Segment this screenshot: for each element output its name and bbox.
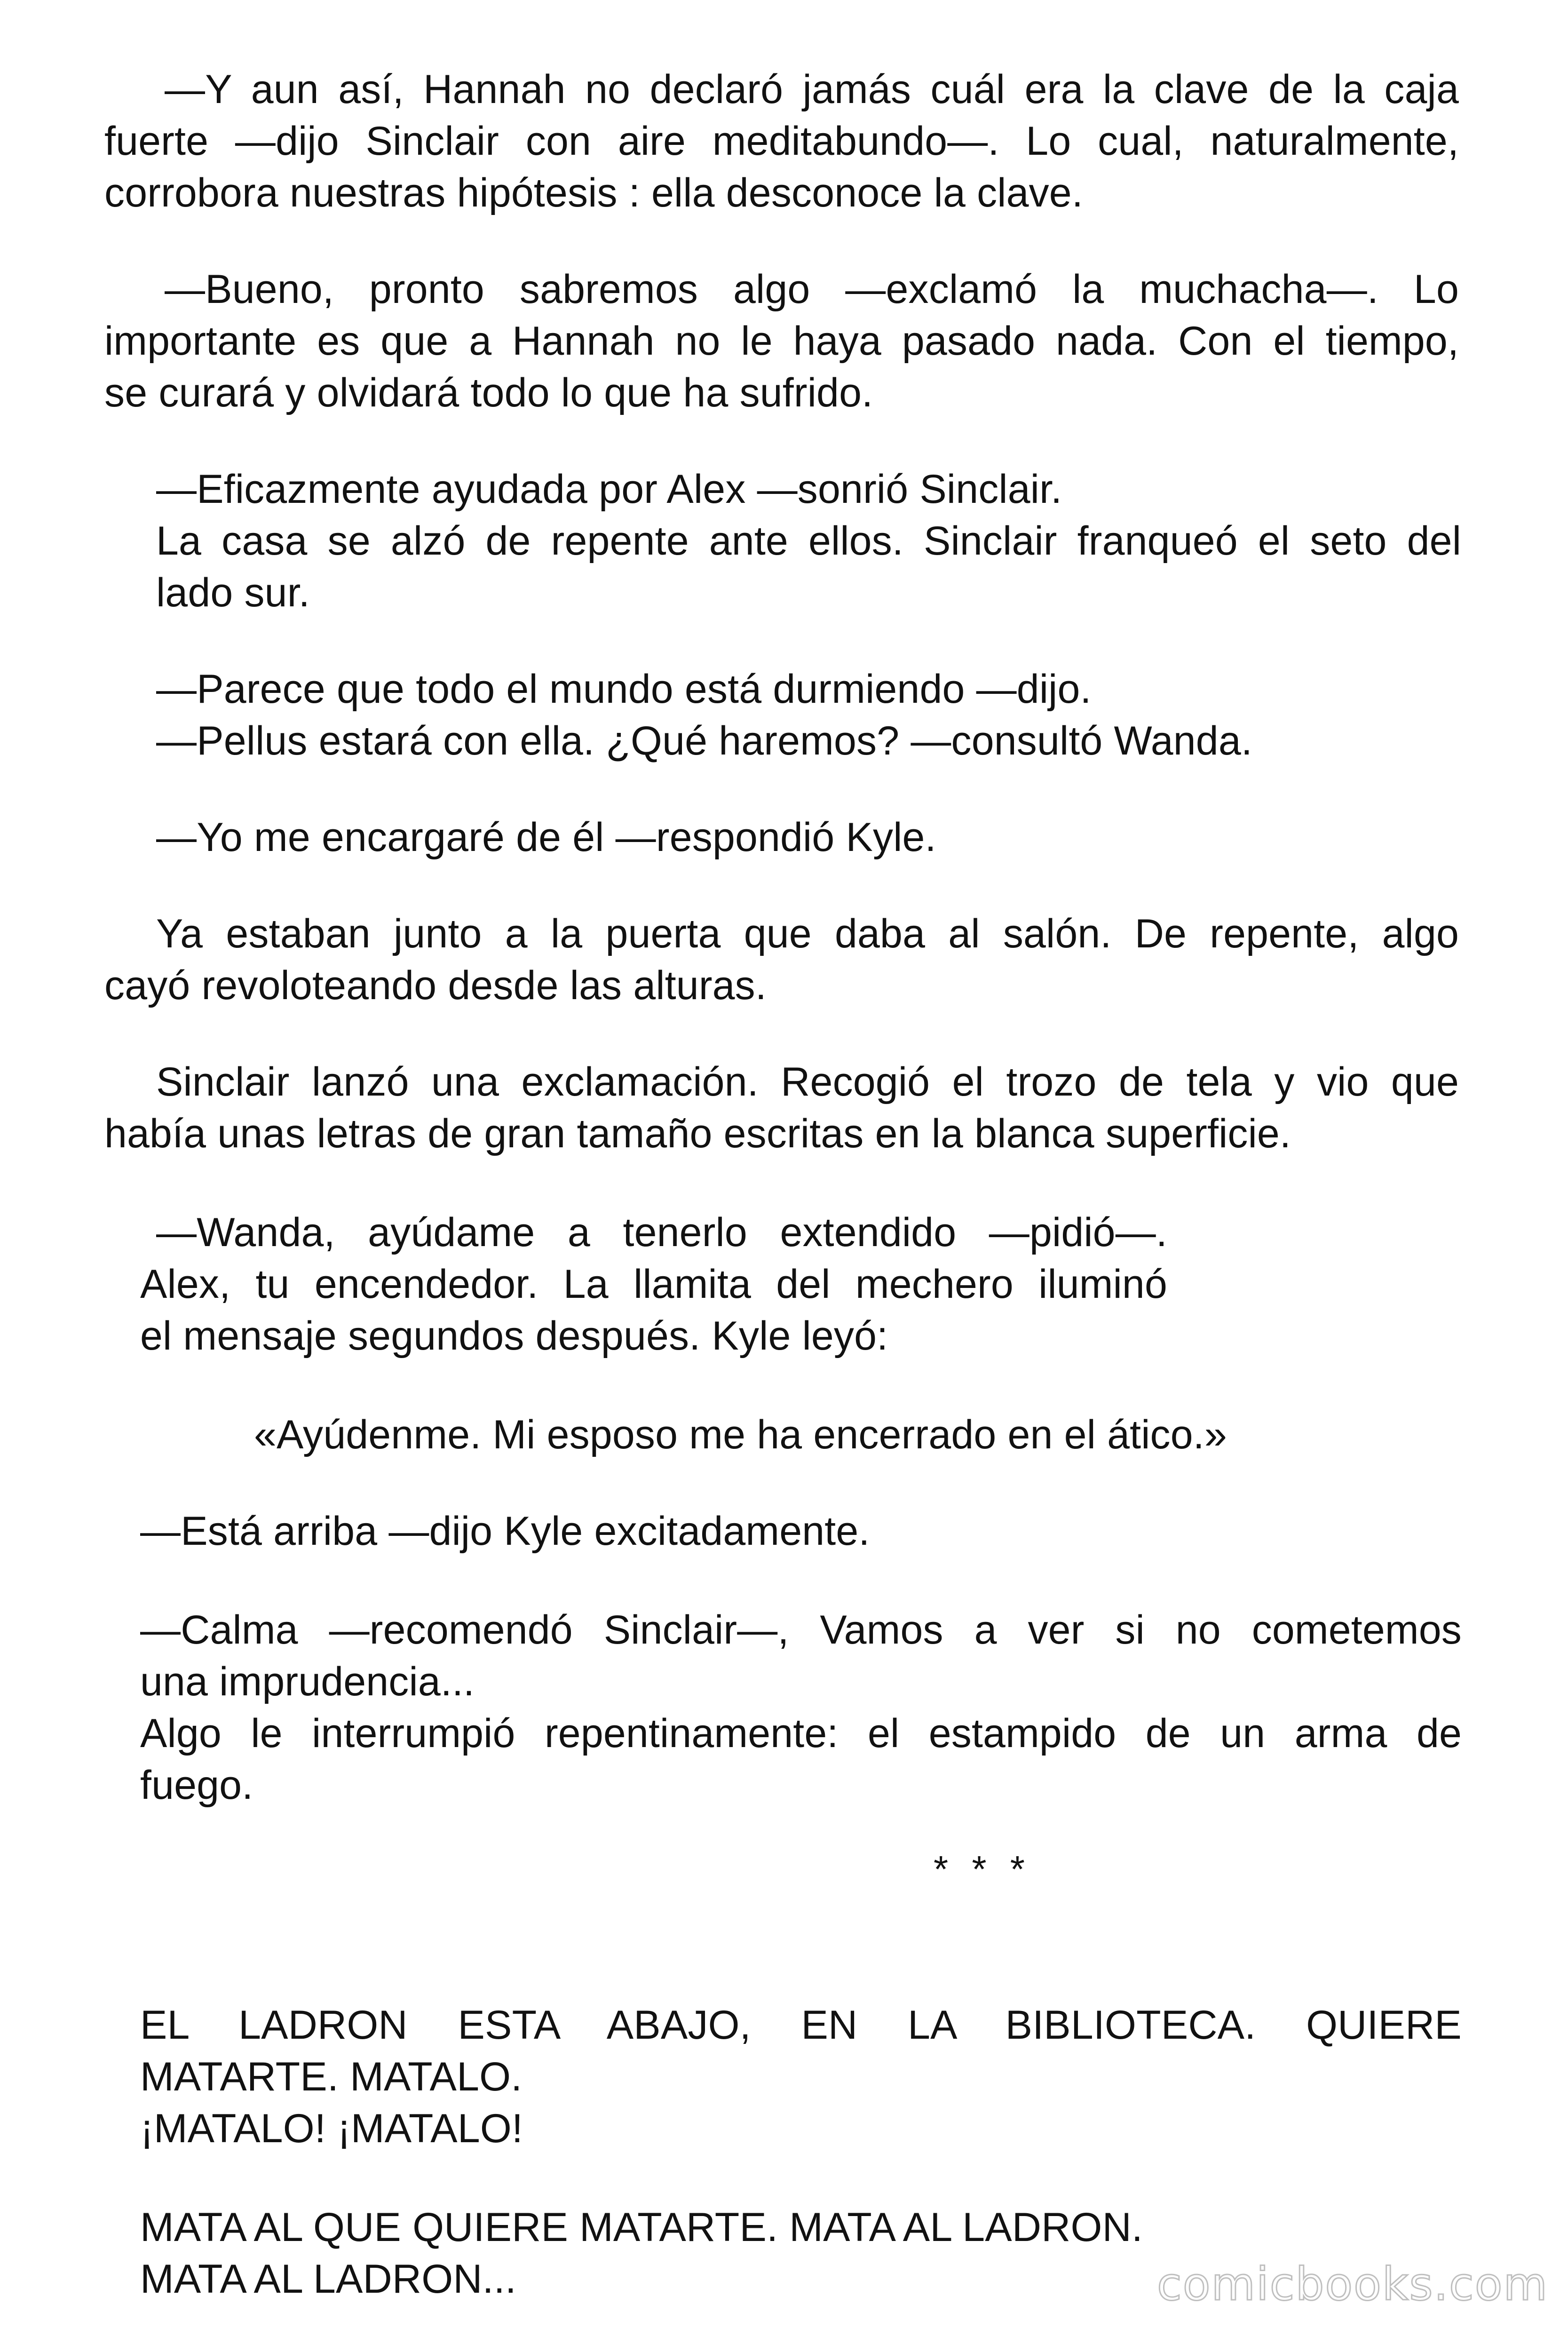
paragraph-12-line-3: ¡MATALO! ¡MATALO!: [140, 2106, 523, 2151]
paragraph-11-line-1: —Calma —recomendó Sinclair—, Vamos a ver si no cometemos: [140, 1607, 1462, 1653]
paragraph-7-line-2: había unas letras de gran tamaño escritas en la blanca superficie.: [104, 1111, 1291, 1156]
paragraph-13-line-1: MATA AL QUE QUIERE MATARTE. MATA AL LADRON.: [140, 2205, 1143, 2250]
paragraph-3-line-3: lado sur.: [156, 570, 310, 615]
paragraph-6-line-2: cayó revoloteando desde las alturas.: [104, 963, 767, 1008]
paragraph-8-line-3: el mensaje segundos después. Kyle leyó:: [140, 1313, 888, 1359]
paragraph-2-line-3: se curará y olvidará todo lo que ha sufrido.: [104, 370, 873, 415]
paragraph-12-line-2: MATARTE. MATALO.: [140, 2054, 523, 2099]
paragraph-4-line-1: —Parece que todo el mundo está durmiendo —dijo.: [156, 667, 1092, 712]
paragraph-4-line-2: —Pellus estará con ella. ¿Qué haremos? —consultó Wanda.: [156, 718, 1252, 763]
paragraph-8-line-2: Alex, tu encendedor. La llamita del mechero iluminó: [140, 1262, 1167, 1307]
paragraph-11-line-2: una imprudencia...: [140, 1659, 475, 1704]
paragraph-9-quote: «Ayúdenme. Mi esposo me ha encerrado en el ático.»: [254, 1412, 1227, 1457]
paragraph-5-line-1: —Yo me encargaré de él —respondió Kyle.: [156, 815, 936, 860]
paragraph-2-line-2: importante es que a Hannah no le haya pasado nada. Con el tiempo,: [104, 318, 1459, 364]
paragraph-6-line-1: Ya estaban junto a la puerta que daba al salón. De repente, algo: [156, 911, 1459, 956]
paragraph-11-line-3: Algo le interrumpió repentinamente: el estampido de un arma de: [140, 1711, 1462, 1756]
paragraph-1-line-1: —Y aun así, Hannah no declaró jamás cuál era la clave de la caja: [165, 67, 1459, 112]
paragraph-8-line-1: —Wanda, ayúdame a tenerlo extendido —pidió—.: [156, 1210, 1167, 1255]
paragraph-12-line-1: EL LADRON ESTA ABAJO, EN LA BIBLIOTECA. QUIERE: [140, 2002, 1462, 2048]
paragraph-11-line-4: fuego.: [140, 1763, 253, 1808]
paragraph-10-line-1: —Está arriba —dijo Kyle excitadamente.: [140, 1509, 870, 1554]
paragraph-3-line-1: —Eficazmente ayudada por Alex —sonrió Sinclair.: [156, 467, 1062, 512]
paragraph-7-line-1: Sinclair lanzó una exclamación. Recogió el trozo de tela y vio que: [156, 1059, 1459, 1104]
paragraph-2-line-1: —Bueno, pronto sabremos algo —exclamó la muchacha—. Lo: [165, 267, 1459, 312]
paragraph-1-line-3: corrobora nuestras hipótesis : ella desconoce la clave.: [104, 170, 1083, 215]
paragraph-13-line-2: MATA AL LADRON...: [140, 2257, 516, 2302]
watermark-logo: comicbooks.com: [1157, 2258, 1549, 2311]
paragraph-3-line-2: La casa se alzó de repente ante ellos. Sinclair franqueó el seto del: [156, 518, 1461, 564]
paragraph-1-line-2: fuerte —dijo Sinclair con aire meditabundo—. Lo cual, naturalmente,: [104, 119, 1459, 164]
scene-separator: * * *: [934, 1848, 1031, 1890]
